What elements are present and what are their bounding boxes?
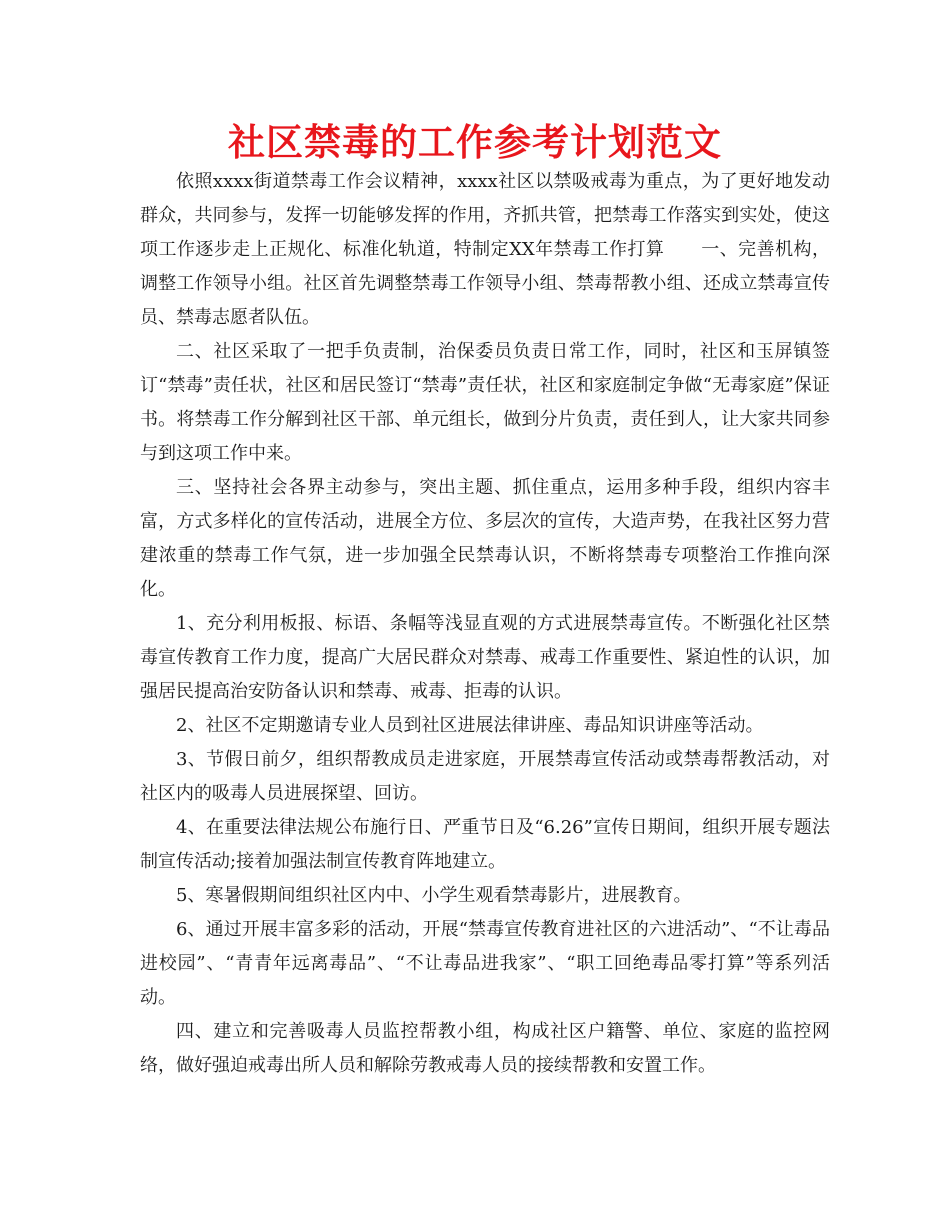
- paragraph-intro: 依照xxxx街道禁毒工作会议精神，xxxx社区以禁吸戒毒为重点，为了更好地发动群众，共同参与，发挥一切能够发挥的作用，齐抓共管，把禁毒工作落实到实处，使这项工作逐步走上正规化、标准化轨道，特制定XX年禁毒工作打算 一、完善机构，调整工作领导小组。社区首先调整禁毒工作领导小组、禁毒帮教小组、还成立禁毒宣传员、禁毒志愿者队伍。: [140, 171, 830, 328]
- paragraph-section-3: 三、坚持社会各界主动参与，突出主题、抓住重点，运用多种手段，组织内容丰富，方式多样化的宣传活动，进展全方位、多层次的宣传，大造声势，在我社区努力营建浓重的禁毒工作气氛，进一步加强全民禁毒认识，不断将禁毒专项整治工作推向深化。: [140, 477, 830, 600]
- paragraph-item-5: 5、寒暑假期间组织社区内中、小学生观看禁毒影片，进展教育。: [176, 885, 692, 906]
- paragraph-item-1: 1、充分利用板报、标语、条幅等浅显直观的方式进展禁毒宣传。不断强化社区禁毒宣传教育工作力度，提高广大居民群众对禁毒、戒毒工作重要性、紧迫性的认识，加强居民提高治安防备认识和禁毒、戒毒、拒毒的认识。: [140, 613, 830, 702]
- paragraph-item-2: 2、社区不定期邀请专业人员到社区进展法律讲座、毒品知识讲座等活动。: [176, 715, 764, 736]
- document-title: 社区禁毒的工作参考计划范文: [228, 121, 722, 164]
- paragraph-section-2: 二、社区采取了一把手负责制，治保委员负责日常工作，同时，社区和玉屏镇签订“禁毒”责任状，社区和居民签订“禁毒”责任状，社区和家庭制定争做“无毒家庭”保证书。将禁毒工作分解到社区干部、单元组长，做到分片负责，责任到人，让大家共同参与到这项工作中来。: [140, 341, 830, 464]
- paragraph-item-3: 3、节假日前夕，组织帮教成员走进家庭，开展禁毒宣传活动或禁毒帮教活动，对社区内的吸毒人员进展探望、回访。: [140, 749, 830, 804]
- paragraph-section-4: 四、建立和完善吸毒人员监控帮教小组，构成社区户籍警、单位、家庭的监控网络，做好强迫戒毒出所人员和解除劳教戒毒人员的接续帮教和安置工作。: [140, 1021, 830, 1076]
- document-body: [140, 165, 830, 1083]
- paragraph-item-4: 4、在重要法律法规公布施行日、严重节日及“6.26”宣传日期间，组织开展专题法制宣传活动;接着加强法制宣传教育阵地建立。: [140, 817, 830, 872]
- paragraph-item-6: 6、通过开展丰富多彩的活动，开展“禁毒宣传教育进社区的六进活动”、“不让毒品进校园”、“青青年远离毒品”、“不让毒品进我家”、“职工回绝毒品零打算”等系列活动。: [140, 919, 830, 1008]
